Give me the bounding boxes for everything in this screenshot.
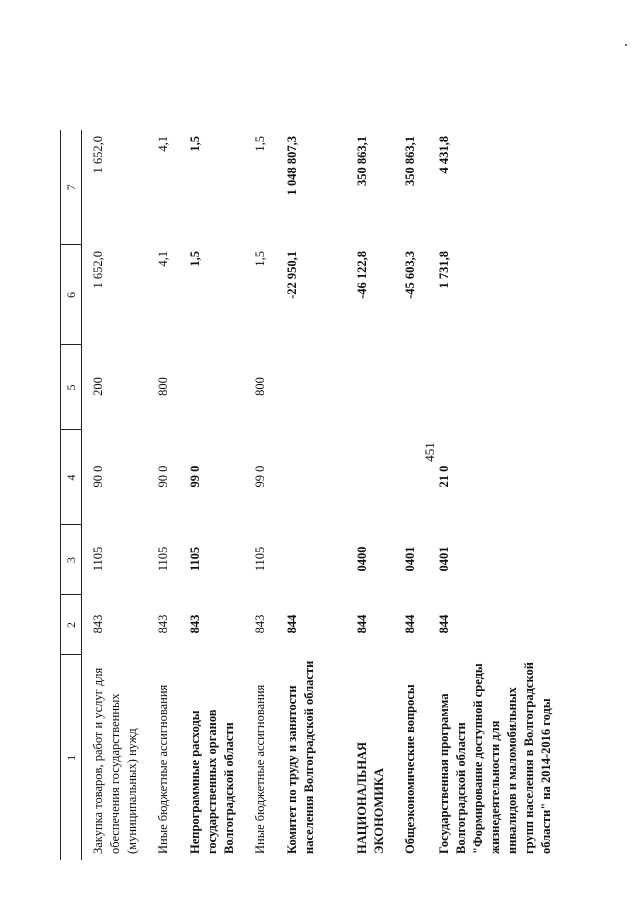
cell-value: [394, 430, 428, 525]
cell-value: 350 863,1: [355, 136, 369, 186]
cell-value: 843: [91, 614, 105, 634]
cell-value: 4,1: [156, 251, 170, 267]
cell-value: 1105: [156, 546, 170, 572]
cell-value: 843: [253, 614, 267, 634]
table-row: [244, 130, 276, 860]
table-row: [82, 130, 148, 860]
cell-value: 21 0: [437, 465, 451, 488]
cell-value: -22 950,1: [285, 251, 299, 299]
cell-value: -46 122,8: [355, 251, 369, 299]
cell-value: 844: [355, 614, 369, 634]
cell-value: 90 0: [156, 465, 170, 488]
table-row: [276, 130, 346, 860]
cell-value: 4,1: [156, 136, 170, 152]
cell-value: 1105: [91, 546, 105, 572]
cell-value: [346, 345, 394, 430]
column-header: 4: [61, 430, 82, 525]
column-header: 3: [61, 525, 82, 595]
cell-value: 844: [437, 614, 451, 634]
table-row: [147, 130, 179, 860]
cell-value: 1,5: [253, 136, 267, 152]
column-header: 1: [61, 655, 82, 860]
table-row: [394, 130, 428, 860]
row-label: Общеэкономические вопросы: [403, 684, 417, 854]
column-header: 6: [61, 245, 82, 345]
cell-value: 1,5: [188, 251, 202, 267]
cell-value: [276, 345, 346, 430]
cell-value: 843: [188, 614, 202, 634]
cell-value: 844: [285, 614, 299, 634]
cell-value: 1 652,0: [91, 251, 105, 289]
cell-value: 90 0: [91, 465, 105, 488]
cell-value: 1105: [188, 546, 202, 572]
row-label: Непрограммные расходы государственных органов Волгоградской области: [188, 709, 236, 854]
column-header: 2: [61, 595, 82, 655]
cell-value: 1 731,8: [437, 251, 451, 289]
cell-value: [179, 345, 244, 430]
cell-value: 843: [156, 614, 170, 634]
cell-value: 99 0: [253, 465, 267, 488]
rotated-table-area: [60, 130, 553, 860]
row-label: Комитет по труду и занятости населения Волгоградской области: [285, 660, 316, 854]
cell-value: 1,5: [188, 136, 202, 152]
cell-value: [346, 430, 394, 525]
table-row: [179, 130, 244, 860]
cell-value: 0401: [437, 546, 451, 572]
cell-value: 0400: [355, 546, 369, 572]
cell-value: 4 431,8: [437, 136, 451, 174]
cell-value: [276, 525, 346, 595]
row-label: Закупка товаров, работ и услуг для обеспечения государственных (муниципальных) нужд: [91, 667, 139, 854]
cell-value: 1 652,0: [91, 136, 105, 174]
cell-value: 1105: [253, 546, 267, 572]
row-label: Иные бюджетные ассигнования: [253, 684, 267, 854]
budget-table: [60, 130, 588, 860]
row-label: Иные бюджетные ассигнования: [156, 684, 170, 854]
cell-value: 1 048 807,3: [285, 136, 299, 196]
cell-value: 800: [253, 377, 267, 396]
header-row: [61, 130, 82, 860]
cell-value: 99 0: [188, 465, 202, 488]
cell-value: 1,5: [253, 251, 267, 267]
cell-value: 350 863,1: [403, 136, 417, 186]
column-header: 5: [61, 345, 82, 430]
cell-value: 844: [403, 614, 417, 634]
cell-value: [276, 430, 346, 525]
scan-dot: [625, 44, 627, 46]
cell-value: 800: [156, 377, 170, 396]
cell-value: [394, 345, 428, 430]
table-row: [346, 130, 394, 860]
column-header: 7: [61, 130, 82, 245]
cell-value: [428, 345, 588, 430]
row-label: Государственная программа Волгоградской области "Формирование доступной среды жизнедеятельности для инвалидов и маломобильных групп населения в Волгоградской области" на 2014-2016 годы: [437, 662, 553, 854]
page-number: 451: [422, 442, 437, 462]
cell-value: 0401: [403, 546, 417, 572]
budget-table-container: [60, 130, 553, 860]
row-label: НАЦИОНАЛЬНАЯ ЭКОНОМИКА: [355, 741, 386, 854]
cell-value: -45 603,3: [403, 251, 417, 299]
table-row: [428, 130, 588, 860]
cell-value: 200: [91, 377, 105, 396]
